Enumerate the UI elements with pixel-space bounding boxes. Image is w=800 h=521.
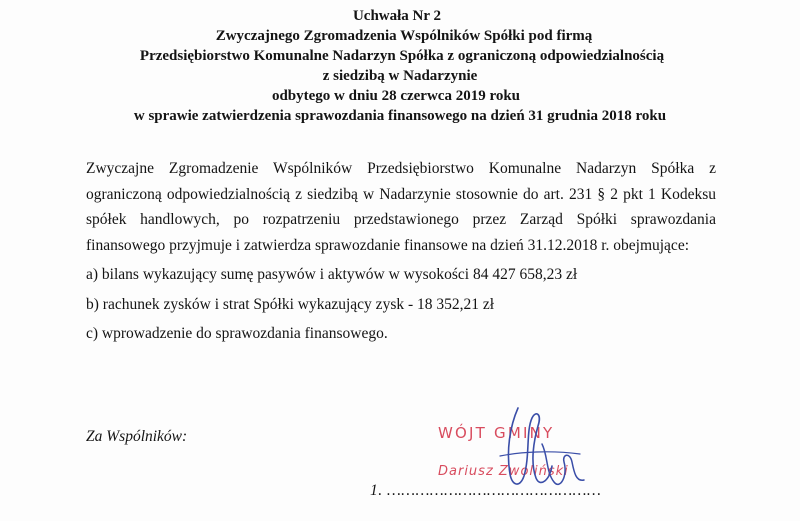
- paragraph-line: Zwyczajne Zgromadzenie Wspólników Przedsiębiorstwo Komunalne Nadarzyn Spółka z: [86, 160, 716, 177]
- signatories-label: Za Wspólników:: [86, 428, 188, 445]
- resolution-number: Uchwała Nr 2: [352, 8, 442, 24]
- resolution-header: [0, 6, 800, 126]
- paragraph-line: ograniczoną odpowiedzialnością z siedzibą w Nadarzynie stosownie do art. 231 § 2 pkt 1 Kodeksu: [86, 185, 716, 203]
- meeting-type: Zwyczajnego Zgromadzenia Wspólników Spółki pod firmą: [215, 28, 593, 44]
- official-stamp-name: Dariusz Zwoliński: [438, 464, 569, 479]
- list-item-introduction: c) wprowadzenie do sprawozdania finansowego.: [86, 325, 388, 342]
- list-item-balance-sheet: a) bilans wykazujący sumę pasywów i aktywów w wysokości 84 427 658,23 zł: [86, 266, 578, 283]
- company-seat: z siedzibą w Nadarzynie: [322, 68, 478, 84]
- paragraph-line: finansowego przyjmuje i zatwierdza sprawozdanie finansowe na dzień 31.12.2018 r. obejmujące:: [86, 236, 690, 254]
- paragraph-line: spółek handlowych, po rozpatrzeniu przedstawionego przez Zarząd Spółki sprawozdania: [86, 211, 716, 228]
- list-item-profit-loss: b) rachunek zysków i strat Spółki wykazujący zysk - 18 352,21 zł: [86, 295, 495, 313]
- company-name: Przedsiębiorstwo Komunalne Nadarzyn Spółka z ograniczoną odpowiedzialnością: [139, 48, 665, 64]
- signature-line: 1. ………………………………………: [370, 482, 602, 499]
- official-stamp-title: WÓJT GMINY: [438, 424, 555, 442]
- resolution-body: [86, 156, 716, 347]
- meeting-date: odbytego w dniu 28 czerwca 2019 roku: [271, 88, 521, 104]
- resolution-subject: w sprawie zatwierdzenia sprawozdania finansowego na dzień 31 grudnia 2018 roku: [133, 108, 667, 124]
